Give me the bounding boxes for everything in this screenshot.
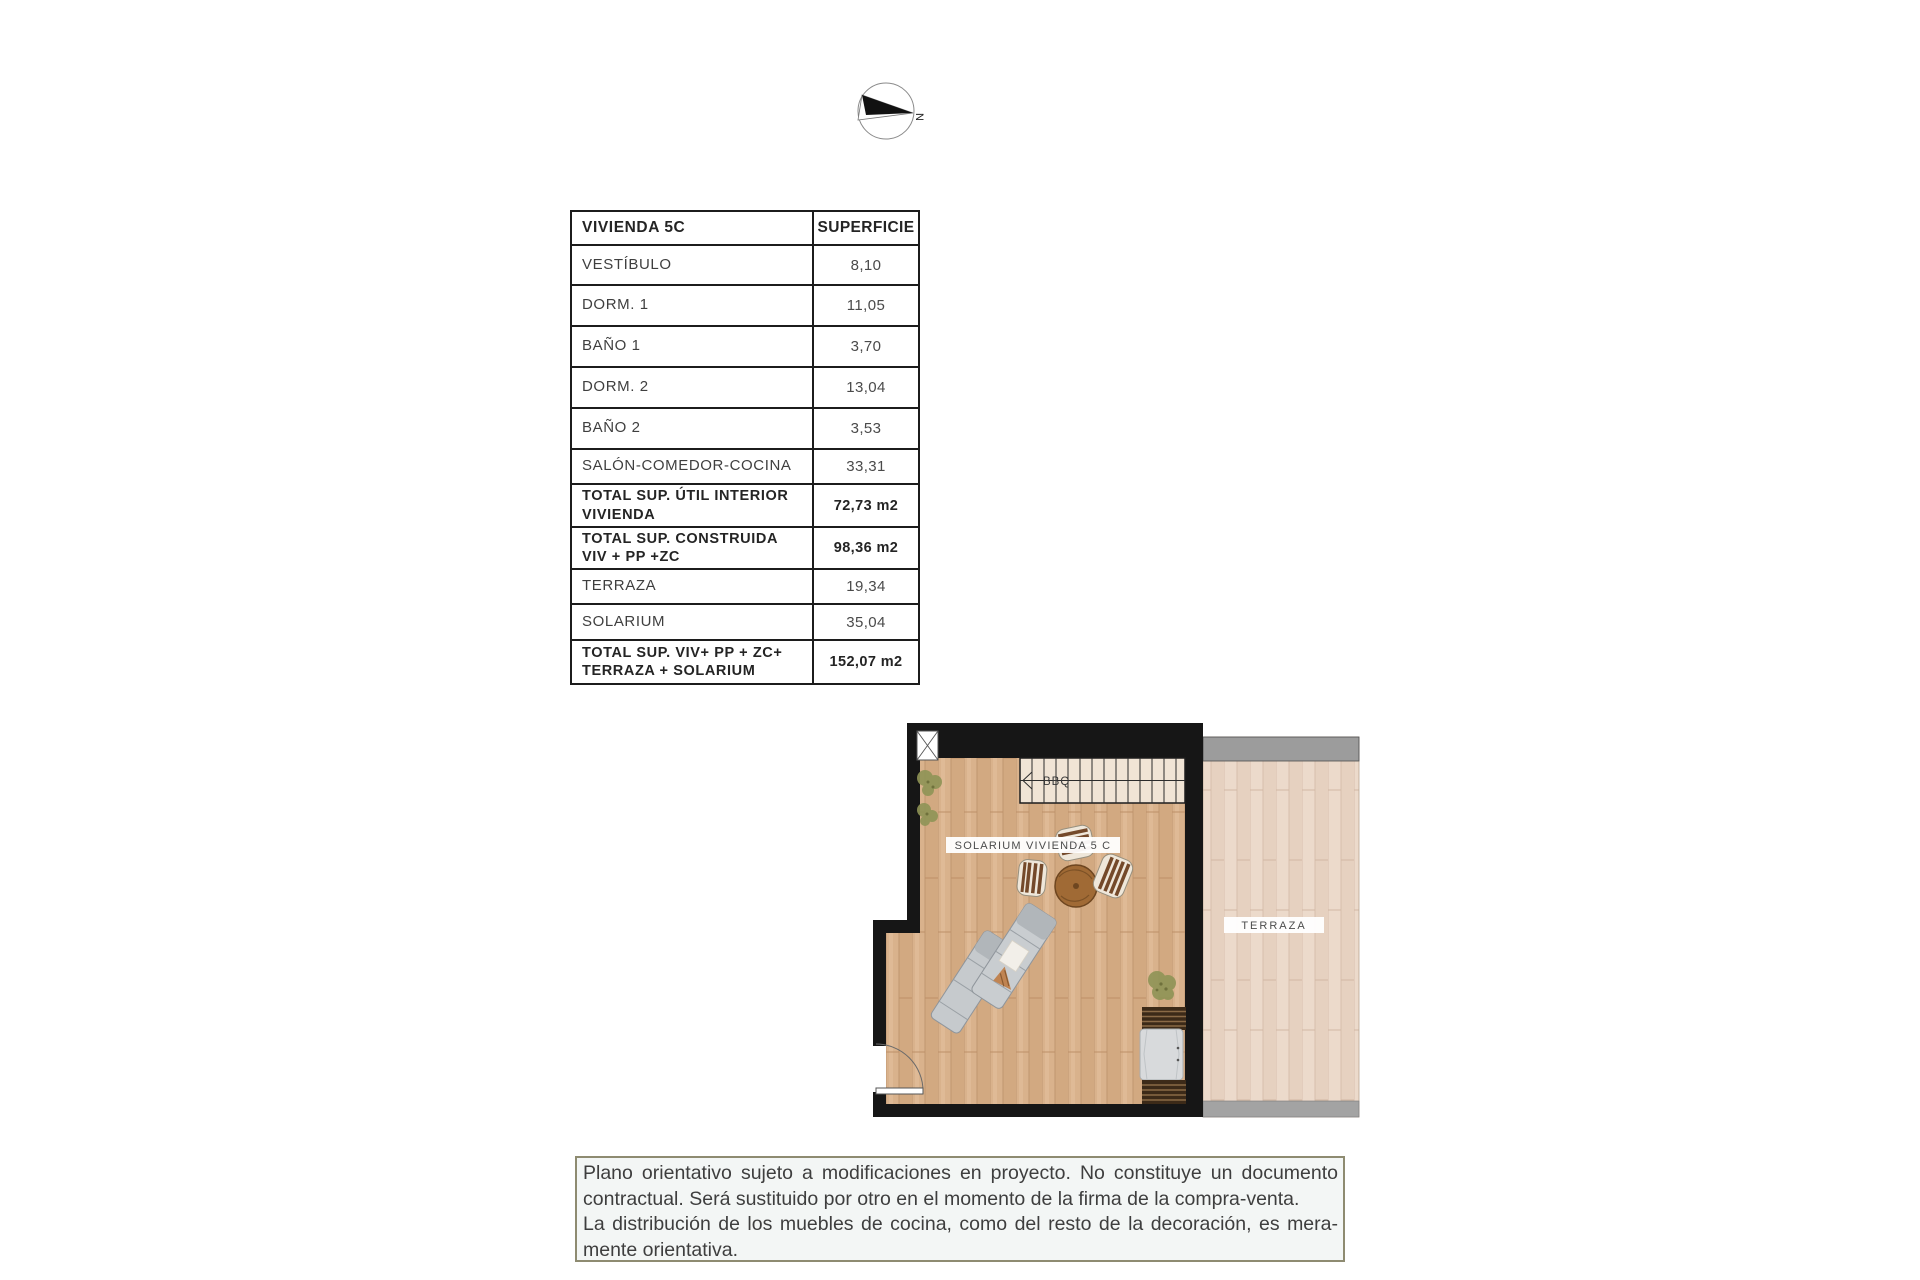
surface-table	[570, 210, 920, 685]
room-value: 11,05	[846, 297, 886, 314]
room-value: 19,34	[846, 578, 886, 595]
room-label: SOLARIUM	[572, 605, 814, 639]
bbq-label: BBQ	[1043, 776, 1071, 788]
room-label: VESTÍBULO	[572, 246, 814, 284]
terraza-label	[1224, 917, 1324, 933]
table-row-total	[572, 528, 918, 570]
bench-lounger	[1140, 1007, 1186, 1104]
room-label: DORM. 2	[572, 368, 814, 407]
room-value: 72,73 m2	[833, 497, 899, 514]
table-row-total	[572, 641, 918, 683]
table-row	[572, 327, 918, 368]
room-label: TERRAZA	[572, 570, 814, 603]
disclaimer-line: Plano orientativo sujeto a modificaciones en proyecto. No constituye un documento	[583, 1162, 1338, 1184]
room-label: BAÑO 1	[572, 327, 814, 366]
room-value: 13,04	[846, 379, 886, 396]
staircase	[1020, 758, 1185, 803]
room-value: 98,36 m2	[833, 540, 899, 556]
room-label: BAÑO 2	[572, 409, 814, 448]
disclaimer-line: mente orientativa.	[583, 1238, 739, 1261]
door-leaf	[876, 1088, 923, 1094]
compass-icon	[836, 58, 946, 158]
room-label: DORM. 1	[572, 286, 814, 325]
room-value: 8,10	[850, 256, 882, 274]
disclaimer-line: contractual. Será sustituido por otro en el momento de la firma de la compra-venta.	[583, 1187, 1300, 1210]
table-row	[572, 368, 918, 409]
svg-text:SOLARIUM VIVIENDA 5 C: SOLARIUM VIVIENDA 5 C	[954, 840, 1112, 852]
room-label: SALÓN-COMEDOR-COCINA	[572, 450, 814, 483]
table-row	[572, 409, 918, 450]
terraza-top-band	[1203, 737, 1359, 761]
table-row	[572, 570, 918, 605]
table-row	[572, 246, 918, 286]
patio-chair	[1016, 859, 1048, 898]
table-row-total	[572, 485, 918, 528]
room-label: TOTAL SUP. ÚTIL INTERIOR VIVIENDA	[572, 485, 814, 526]
room-value: 35,04	[846, 613, 886, 631]
patio-table	[1055, 865, 1097, 907]
room-value: 33,31	[846, 458, 886, 475]
table-row	[572, 286, 918, 327]
room-value: 152,07 m2	[829, 654, 903, 670]
room-label: TOTAL SUP. CONSTRUIDA VIV + PP +ZC	[572, 528, 814, 568]
table-row	[572, 450, 918, 485]
disclaimer-line: La distribución de los muebles de cocina, como del resto de la decoración, es mera-	[583, 1213, 1338, 1235]
svg-text:TERRAZA: TERRAZA	[1241, 920, 1307, 932]
room-value: 3,53	[850, 420, 882, 437]
disclaimer-box	[575, 1156, 1345, 1262]
room-value: 3,70	[850, 338, 882, 355]
table-row	[572, 605, 918, 641]
table-header-row	[572, 212, 918, 246]
compass-north-label: N	[913, 113, 925, 121]
table-header-name: VIVIENDA 5C	[572, 212, 814, 244]
terraza-bottom-band	[1203, 1101, 1359, 1117]
floor-plan	[860, 720, 1365, 1120]
table-header-superficie: SUPERFICIE	[817, 219, 915, 236]
room-label: TOTAL SUP. VIV+ PP + ZC+ TERRAZA + SOLARIUM	[572, 641, 814, 683]
pillar-marker	[917, 731, 938, 760]
solarium-label	[946, 837, 1120, 853]
